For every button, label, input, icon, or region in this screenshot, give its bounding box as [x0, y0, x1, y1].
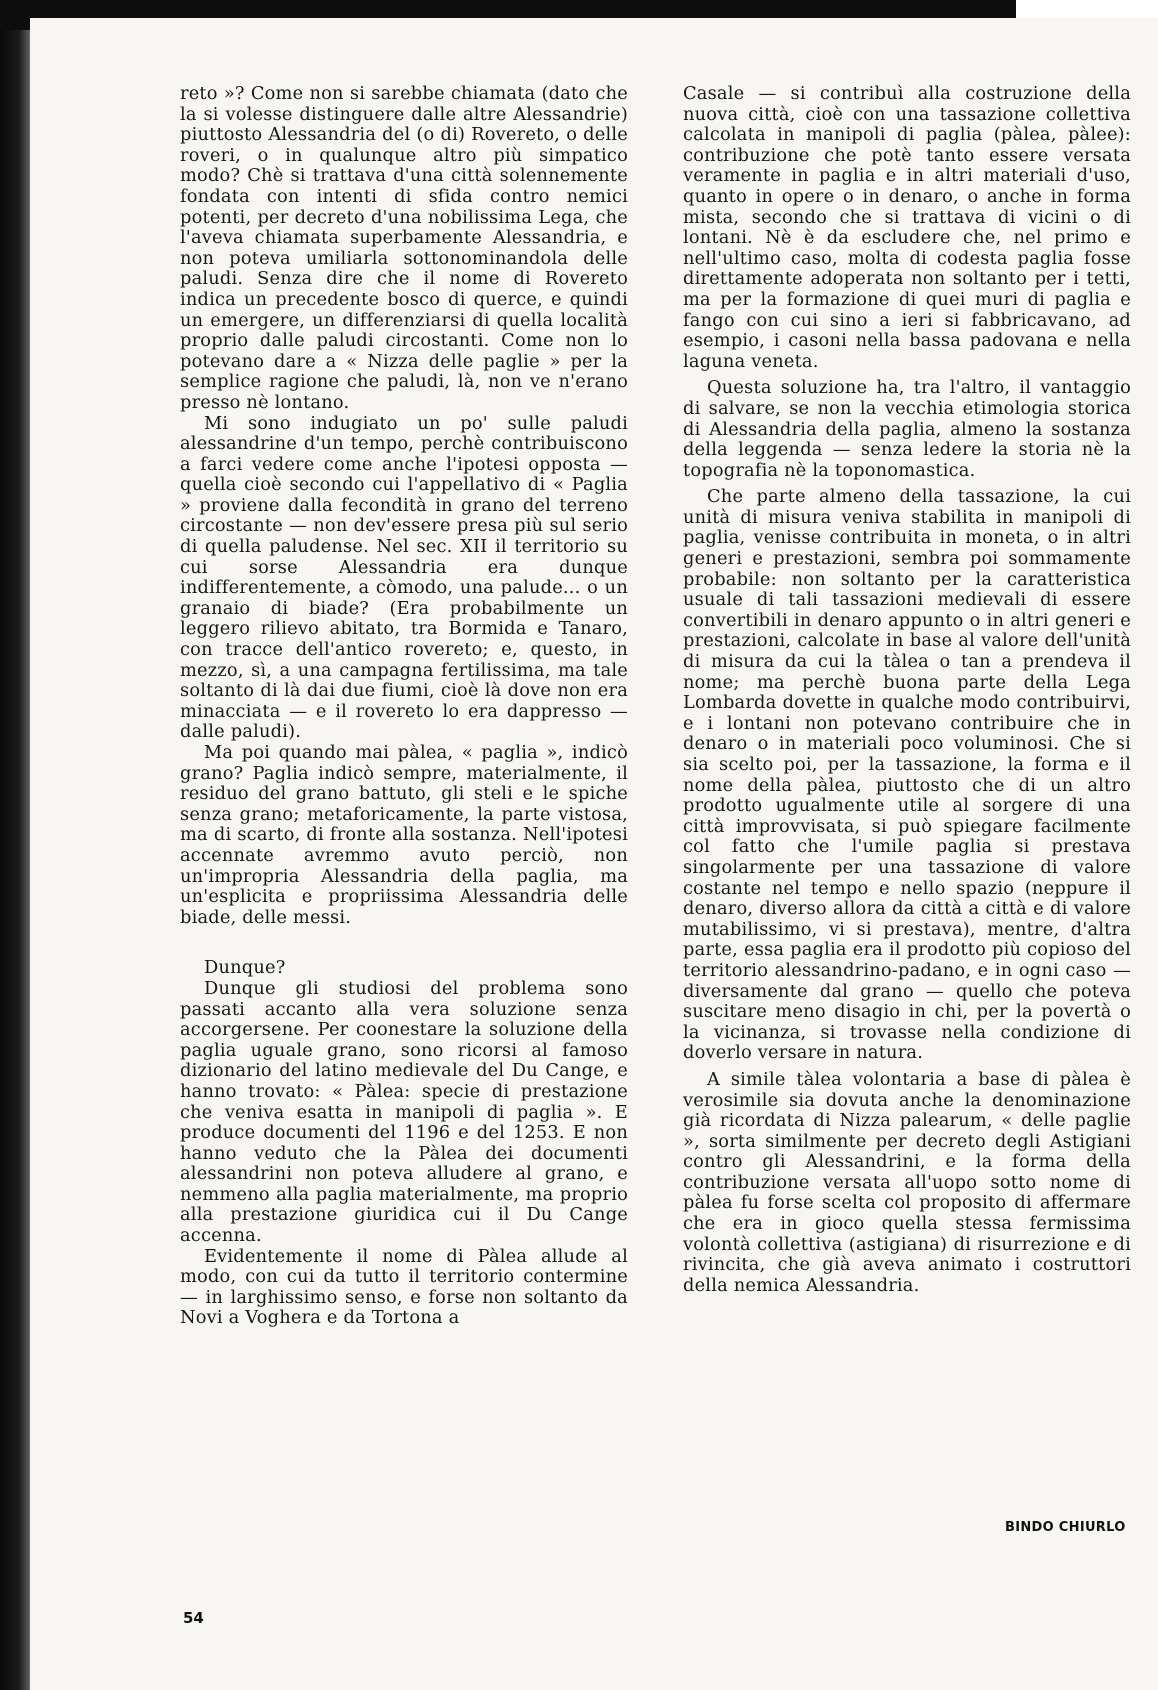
- paragraph: A simile tàlea volontaria a base di pàlea è verosimile sia dovuta anche la denominazione già ricordata di Nizza palearum, « delle paglie », sorta similmente per decreto degli Astigiani contro gli Alessandrini, e la forma della contribuzione versata all'uopo sotto nome di pàlea fu forse scelta col proposito di affermare che era in gioco quella stessa fermissima volontà collettiva (astigiana) di risurrezione e di rivincita, che già aveva animato i costruttori della nemica Alessandria.: [683, 1068, 1131, 1296]
- text-column-right: [683, 84, 1131, 1296]
- paragraph: Dunque gli studiosi del problema sono passati accanto alla vera soluzione senza accorgersene. Per coonestare la soluzione della paglia uguale grano, sono ricorsi al famoso dizionario del latino medievale del Du Cange, e hanno trovato: « Pàlea: specie di prestazione che veniva esatta in manipoli di paglia ». E produce documenti del 1196 e del 1253. E non hanno veduto che la Pàlea dei documenti alessandrini non poteva alludere al grano, e nemmeno alla paglia materialmente, ma proprio alla prestazione giuridica cui il Du Cange accenna.: [180, 977, 628, 1247]
- paragraph: reto »? Come non si sarebbe chiamata (dato che la si volesse distinguere dalle altre Alessandrie) piuttosto Alessandria del (o di) Rovereto, o delle roveri, o in qualunque altro più simpatico modo? Chè si trattava d'una città solennemente fondata con intenti di sfida contro nemici potenti, per decreto d'una nobilissima Lega, che l'aveva chiamata superbamente Alessandria, e non poteva umiliarla sottonominandola delle paludi. Senza dire che il nome di Rovereto indica un precedente bosco di querce, e quindi un emergere, un differenziarsi di quella località proprio dalle paludi circostanti. Come non lo potevano dare a « Nizza delle paglie » per la semplice ragione che paludi, là, non ve n'erano presso nè lontano.: [180, 83, 628, 413]
- paragraph: Questa soluzione ha, tra l'altro, il vantaggio di salvare, se non la vecchia etimologia storica di Alessandria della paglia, almeno la sostanza della leggenda — senza ledere la storia nè la topografia nè la toponomastica.: [683, 377, 1131, 481]
- book-spine-shadow: [0, 0, 34, 1690]
- text-column-left: [180, 84, 628, 1329]
- paragraph: Ma poi quando mai pàlea, « paglia », indicò grano? Paglia indicò sempre, materialmente, il residuo del grano battuto, gli steli e le spiche senza grano; metaforicamente, la parte vistosa, ma di scarto, di fronte alla sostanza. Nell'ipotesi accennate avremmo avuto perciò, non un'impropria Alessandria della paglia, ma un'esplicita e propriissima Alessandria delle biade, delle messi.: [180, 742, 628, 928]
- section-question: Dunque?: [204, 957, 286, 979]
- page-number: 54: [183, 1609, 204, 1627]
- paragraph: Casale — si contribuì alla costruzione della nuova città, cioè con una tassazione collettiva calcolata in manipoli di paglia (pàlea, pàlee): contribuzione che potè tanto essere versata veramente in paglia e in altri materiali d'uso, quanto in opere o in denaro, o anche in forma mista, secondo che si trattava di vicini o di lontani. Nè è da escludere che, nel primo e nell'ultimo caso, molta di codesta paglia fosse direttamente adoperata non soltanto per i tetti, ma per la formazione di quei muri di paglia e fango con cui sino a ieri si fabbricavano, ad esempio, i casoni nella bassa padovana e nella laguna veneta.: [683, 83, 1131, 372]
- paragraph: Che parte almeno della tassazione, la cui unità di misura veniva stabilita in manipoli di paglia, venisse contribuita in moneta, o in altri generi e prestazioni, sembra poi sommamente probabile: non soltanto per la caratteristica usuale di tali tassazioni medievali di essere convertibili in denaro appunto o in altri generi e prestazioni, calcolate in base al valore dell'unità di misura da cui la tàlea o tan a prendeva il nome; ma perchè buona parte della Lega Lombarda dovette in qualche modo contribuirvi, e i lontani non potevano contribuire che in denaro o in materiali poco voluminosi. Che si sia scelto poi, per la tassazione, la forma e il nome della pàlea, piuttosto che di un altro prodotto ugualmente utile al sorgere di una città improvvisata, si può spiegare facilmente col fatto che l'umile paglia si prestava singolarmente per una tassazione di valore costante nel tempo e nello spazio (neppure il denaro, diverso allora da città a città e di valore mutabilissimo, vi si prestava), mentre, d'altra parte, essa paglia era il prodotto più copioso del territorio alessandrino-padano, e in ogni caso — diversamente dal grano — quello che poteva suscitare meno disagio in chi, per la povertà o la vicinanza, si trovasse nella condizione di doverlo versare in natura.: [683, 486, 1131, 1064]
- paragraph: Evidentemente il nome di Pàlea allude al modo, con cui da tutto il territorio contermine — in larghissimo senso, e forse non soltanto da Novi a Voghera e da Tortona a: [180, 1245, 628, 1329]
- paragraph: Mi sono indugiato un po' sulle paludi alessandrine d'un tempo, perchè contribuiscono a farci vedere come anche l'ipotesi opposta — quella cioè secondo cui l'appellativo di « Paglia » proviene dalla fecondità in grano del terreno circostante — non dev'essere presa più sul serio di quella paludense. Nel sec. XII il territorio su cui sorse Alessandria era dunque indifferentemente, a còmodo, una palude... o un granaio di biade? (Era probabilmente un leggero rilievo abitato, tra Bormida e Tanaro, con tracce dell'antico rovereto; e, questo, in mezzo, sì, a una campagna fertilissima, ma tale soltanto di là dai due fiumi, cioè là dove non era minacciata — e il rovereto lo era dappresso — dalle paludi).: [180, 412, 628, 743]
- author-signature: BINDO CHIURLO: [1005, 1520, 1126, 1535]
